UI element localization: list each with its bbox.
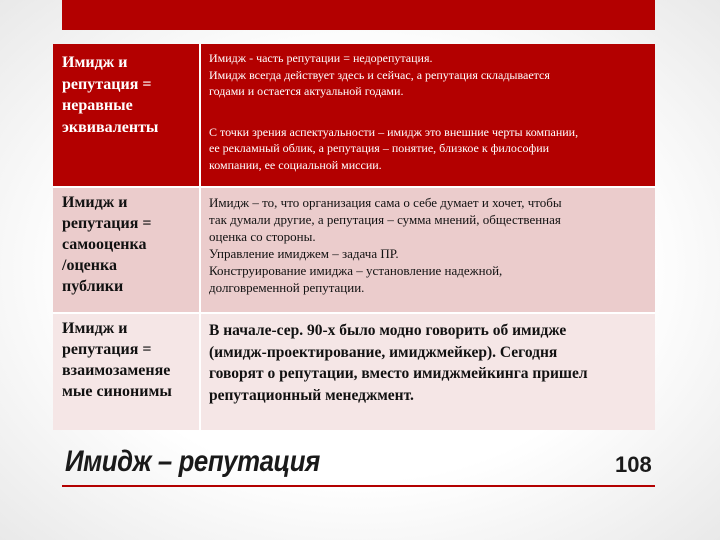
description-line: компании, ее социальной миссии. [209, 157, 382, 172]
term-label [53, 314, 199, 402]
description-line: репутационный менеджмент. [209, 386, 414, 404]
slide-title: Имидж – репутация [65, 445, 320, 478]
term-line: эквиваленты [62, 118, 159, 136]
term-line: репутация = [62, 75, 152, 93]
description-line: долговременной репутации. [209, 280, 365, 295]
description-line: говорят о репутации, вместо имиджмейкинга пришел [209, 365, 588, 382]
description-line: В начале-сер. 90-х было модно говорить об имидже [209, 322, 567, 339]
term-cell [53, 44, 200, 187]
term-line: Имидж и [62, 320, 128, 337]
term-cell [53, 313, 200, 430]
term-line: Имидж и [62, 54, 128, 71]
description-line: оценка со стороны. [209, 229, 316, 244]
description-line: годами и остается актуальной годами. [209, 84, 404, 98]
description-line: ее рекламный облик, а репутация – понятие, близкое к философии [209, 141, 550, 155]
description-cell [200, 313, 655, 430]
description-line: С точки зрения аспектуальности – имидж это внешние черты компании, [209, 124, 579, 139]
description-text [201, 188, 655, 296]
term-line: /оценка [62, 257, 117, 274]
description-text [201, 44, 655, 173]
table-row [53, 187, 655, 313]
description-line: Имидж всегда действует здесь и сейчас, а репутация складывается [209, 67, 550, 82]
term-line: репутация = [62, 341, 152, 358]
term-line: мые синонимы [62, 383, 172, 400]
description-cell [200, 44, 655, 187]
description-line: Имидж – то, что организация сама о себе думает и хочет, чтобы [209, 195, 562, 210]
term-label [53, 44, 199, 138]
table-row [53, 44, 655, 187]
description-line: Управление имиджем – задача ПР. [209, 246, 399, 261]
description-paragraph [209, 124, 647, 174]
term-line: публики [62, 278, 124, 295]
term-line: самооценка [62, 236, 147, 253]
title-underline [62, 485, 655, 487]
comparison-table [53, 44, 655, 430]
description-line: Конструирование имиджа – установление надежной, [209, 263, 503, 278]
term-label [53, 188, 199, 297]
term-line: взаимозаменяе [62, 362, 171, 379]
description-line: так думали другие, а репутация – сумма мнений, общественная [209, 212, 561, 227]
description-cell [200, 187, 655, 313]
term-line: Имидж и [62, 194, 128, 211]
top-accent-band [62, 0, 655, 30]
table-row [53, 313, 655, 430]
description-paragraph [209, 50, 647, 100]
term-line: репутация = [62, 215, 152, 232]
page-number: 108 [615, 452, 652, 477]
description-line: (имидж-проектирование, имиджмейкер). Сегодня [209, 343, 558, 361]
term-line: неравные [62, 97, 133, 114]
description-text [201, 314, 655, 406]
description-line: Имидж - часть репутации = недорепутация. [209, 51, 433, 65]
term-cell [53, 187, 200, 313]
